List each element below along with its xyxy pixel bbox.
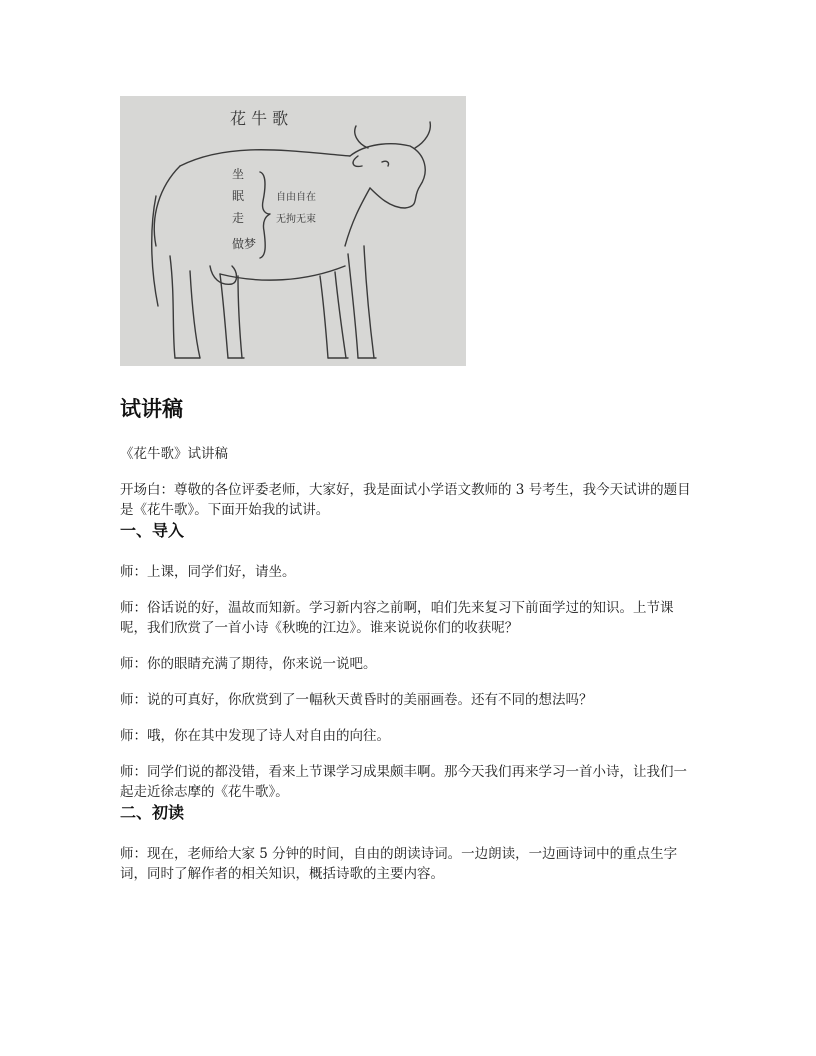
sketch-word-4: 做梦	[232, 237, 257, 251]
paragraph: 师：说的可真好，你欣赏到了一幅秋天黄昏时的美丽画卷。还有不同的想法吗？	[120, 692, 593, 708]
paragraph: 师：你的眼睛充满了期待，你来说一说吧。	[120, 656, 377, 672]
section-heading-intro: 一、导入	[120, 521, 185, 540]
sketch-word-3: 走	[232, 211, 245, 225]
document-page	[120, 96, 700, 884]
sketch-word-6: 无拘无束	[276, 214, 316, 225]
section-heading-first-reading: 二、初读	[120, 803, 185, 822]
cow-sketch-image	[120, 96, 466, 366]
paragraph: 师：现在，老师给大家 5 分钟的时间，自由的朗读诗词。一边朗读，一边画诗词中的重点生字词，同时了解作者的相关知识，概括诗歌的主要内容。	[120, 846, 678, 882]
document-subtitle: 《花牛歌》试讲稿	[120, 446, 228, 462]
paragraph: 师：同学们说的都没错，看来上节课学习成果颇丰啊。那今天我们再来学习一首小诗，让我们一起走近徐志摩的《花牛歌》。	[120, 764, 687, 800]
sketch-word-1: 坐	[232, 167, 245, 181]
opening-paragraph: 开场白：尊敬的各位评委老师，大家好，我是面试小学语文教师的 3 号考生，我今天试讲的题目是《花牛歌》。下面开始我的试讲。	[120, 482, 691, 518]
sketch-word-5: 自由自在	[276, 192, 316, 203]
sketch-title: 花 牛 歌	[230, 109, 289, 128]
sketch-word-2: 眠	[232, 189, 245, 203]
paragraph: 师：俗话说的好，温故而知新。学习新内容之前啊，咱们先来复习下前面学过的知识。上节课呢，我们欣赏了一首小诗《秋晚的江边》。谁来说说你们的收获呢？	[120, 600, 674, 636]
paragraph: 师：哦，你在其中发现了诗人对自由的向往。	[120, 728, 390, 744]
document-title: 试讲稿	[120, 397, 183, 421]
paragraph: 师：上课，同学们好，请坐。	[120, 564, 296, 580]
cow-drawing	[120, 96, 466, 366]
